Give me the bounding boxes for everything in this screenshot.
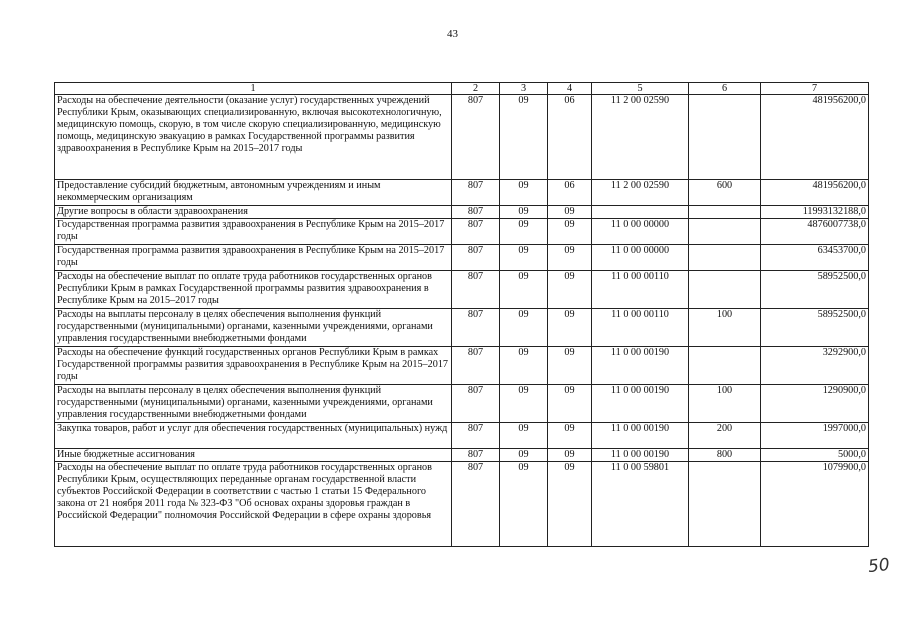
row-name: Государственная программа развития здравоохранения в Республике Крым на 2015–2017 годы — [55, 219, 452, 245]
amount: 58952500,0 — [761, 309, 869, 347]
amount: 1290900,0 — [761, 385, 869, 423]
amount: 3292900,0 — [761, 347, 869, 385]
table-row — [55, 347, 869, 385]
ministry-code: 807 — [452, 347, 500, 385]
row-name: Расходы на выплаты персоналу в целях обеспечения выполнения функций государственными (муниципальными) органами, казенными учреждениями, органами управления государственными внебюджетными фондами — [55, 385, 452, 423]
table-header — [55, 83, 869, 95]
expense-type-code: 100 — [689, 385, 761, 423]
column-header: 6 — [689, 83, 761, 95]
table-row — [55, 271, 869, 309]
amount: 58952500,0 — [761, 271, 869, 309]
section-code: 09 — [500, 180, 548, 206]
section-code: 09 — [500, 219, 548, 245]
column-header: 2 — [452, 83, 500, 95]
ministry-code: 807 — [452, 219, 500, 245]
target-article-code — [592, 206, 689, 219]
table-row — [55, 385, 869, 423]
subsection-code: 06 — [548, 180, 592, 206]
subsection-code: 09 — [548, 309, 592, 347]
amount: 481956200,0 — [761, 180, 869, 206]
table-row — [55, 462, 869, 547]
section-code: 09 — [500, 206, 548, 219]
row-name: Закупка товаров, работ и услуг для обеспечения государственных (муниципальных) нужд — [55, 423, 452, 449]
row-name: Государственная программа развития здравоохранения в Республике Крым на 2015–2017 годы — [55, 245, 452, 271]
column-header: 3 — [500, 83, 548, 95]
table-row — [55, 206, 869, 219]
target-article-code: 11 0 00 00190 — [592, 347, 689, 385]
expense-type-code: 600 — [689, 180, 761, 206]
row-name: Предоставление субсидий бюджетным, автономным учреждениям и иным некоммерческим организациям — [55, 180, 452, 206]
section-code: 09 — [500, 95, 548, 180]
subsection-code: 09 — [548, 206, 592, 219]
target-article-code: 11 0 00 00190 — [592, 449, 689, 462]
subsection-code: 09 — [548, 385, 592, 423]
amount: 481956200,0 — [761, 95, 869, 180]
handwritten-page-mark: 50 — [867, 554, 891, 578]
subsection-code: 09 — [548, 245, 592, 271]
subsection-code: 09 — [548, 462, 592, 547]
row-name: Расходы на обеспечение выплат по оплате труда работников государственных органов Республики Крым в рамках Государственной программы развития здравоохранения в Республике Крым на 2015–2017 годы — [55, 271, 452, 309]
subsection-code: 06 — [548, 95, 592, 180]
amount: 1079900,0 — [761, 462, 869, 547]
section-code: 09 — [500, 385, 548, 423]
ministry-code: 807 — [452, 385, 500, 423]
table-row — [55, 180, 869, 206]
expense-type-code — [689, 95, 761, 180]
row-name: Расходы на обеспечение выплат по оплате труда работников государственных органов Республики Крым, осуществляющих переданные органам государственной власти субъектов Российской Федерации в соответствии с частью 1 статьи 15 Федерального закона от 21 ноября 2011 года № 323-ФЗ "Об основах охраны здоровья граждан в Российской Федерации" полномочия Российской Федерации в сфере охраны здоровья — [55, 462, 452, 547]
subsection-code: 09 — [548, 271, 592, 309]
ministry-code: 807 — [452, 449, 500, 462]
table-row — [55, 423, 869, 449]
target-article-code: 11 0 00 00000 — [592, 219, 689, 245]
expense-type-code: 800 — [689, 449, 761, 462]
subsection-code: 09 — [548, 449, 592, 462]
section-code: 09 — [500, 309, 548, 347]
section-code: 09 — [500, 347, 548, 385]
budget-table — [54, 82, 869, 547]
target-article-code: 11 0 00 59801 — [592, 462, 689, 547]
section-code: 09 — [500, 271, 548, 309]
amount: 4876007738,0 — [761, 219, 869, 245]
expense-type-code — [689, 347, 761, 385]
target-article-code: 11 2 00 02590 — [592, 180, 689, 206]
target-article-code: 11 0 00 00190 — [592, 423, 689, 449]
page-number: 43 — [447, 28, 458, 40]
table-row — [55, 219, 869, 245]
table-row — [55, 95, 869, 180]
target-article-code: 11 0 00 00190 — [592, 385, 689, 423]
column-header: 1 — [55, 83, 452, 95]
amount: 63453700,0 — [761, 245, 869, 271]
table-row — [55, 309, 869, 347]
row-name: Иные бюджетные ассигнования — [55, 449, 452, 462]
expense-type-code: 200 — [689, 423, 761, 449]
ministry-code: 807 — [452, 206, 500, 219]
column-header: 5 — [592, 83, 689, 95]
section-code: 09 — [500, 449, 548, 462]
ministry-code: 807 — [452, 180, 500, 206]
target-article-code: 11 0 00 00110 — [592, 309, 689, 347]
target-article-code: 11 2 00 02590 — [592, 95, 689, 180]
expense-type-code — [689, 206, 761, 219]
row-name: Расходы на обеспечение деятельности (оказание услуг) государственных учреждений Республики Крым, оказывающих специализированную, включая высокотехнологичную, медицинскую помощь, скорую, в том числе скорую специализированную, медицинскую помощь, медицинскую эвакуацию в рамках Государственной программы развития здравоохранения в Республике Крым на 2015–2017 годы — [55, 95, 452, 180]
row-name: Расходы на обеспечение функций государственных органов Республики Крым в рамках Государственной программы развития здравоохранения в Республике Крым на 2015–2017 годы — [55, 347, 452, 385]
ministry-code: 807 — [452, 245, 500, 271]
column-header: 4 — [548, 83, 592, 95]
amount: 5000,0 — [761, 449, 869, 462]
ministry-code: 807 — [452, 271, 500, 309]
table-row — [55, 449, 869, 462]
amount: 1997000,0 — [761, 423, 869, 449]
section-code: 09 — [500, 462, 548, 547]
subsection-code: 09 — [548, 423, 592, 449]
ministry-code: 807 — [452, 95, 500, 180]
row-name: Расходы на выплаты персоналу в целях обеспечения выполнения функций государственными (муниципальными) органами, казенными учреждениями, органами управления государственными внебюджетными фондами — [55, 309, 452, 347]
expense-type-code — [689, 219, 761, 245]
row-name: Другие вопросы в области здравоохранения — [55, 206, 452, 219]
subsection-code: 09 — [548, 219, 592, 245]
section-code: 09 — [500, 423, 548, 449]
expense-type-code — [689, 271, 761, 309]
target-article-code: 11 0 00 00000 — [592, 245, 689, 271]
target-article-code: 11 0 00 00110 — [592, 271, 689, 309]
table-row — [55, 245, 869, 271]
section-code: 09 — [500, 245, 548, 271]
column-header: 7 — [761, 83, 869, 95]
expense-type-code: 100 — [689, 309, 761, 347]
amount: 11993132188,0 — [761, 206, 869, 219]
expense-type-code — [689, 462, 761, 547]
ministry-code: 807 — [452, 462, 500, 547]
ministry-code: 807 — [452, 423, 500, 449]
expense-type-code — [689, 245, 761, 271]
ministry-code: 807 — [452, 309, 500, 347]
subsection-code: 09 — [548, 347, 592, 385]
